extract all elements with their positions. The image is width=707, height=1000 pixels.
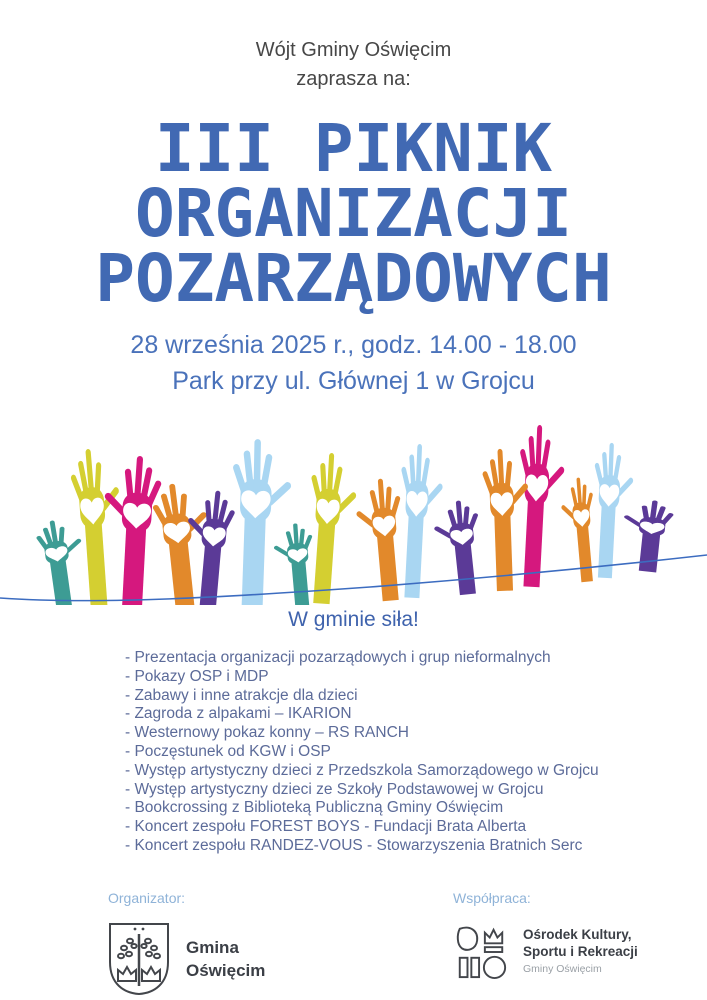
hands-illustration — [0, 415, 707, 605]
partner-name: Ośrodek Kultury, Sportu i Rekreacji Gminy Oświęcim — [523, 927, 638, 976]
raised-hand — [588, 442, 636, 579]
attraction-item: - Koncert zespołu FOREST BOYS - Fundacji Brata Alberta — [125, 818, 527, 836]
attractions-list — [0, 649, 707, 856]
raised-hand — [68, 447, 128, 605]
event-location: Park przy ul. Głównej 1 w Grojcu — [172, 367, 535, 395]
attraction-item: - Prezentacja organizacji pozarządowych i grup nieformalnych — [125, 649, 551, 666]
attraction-item: - Występ artystyczny dzieci ze Szkoły Podstawowej w Grojcu — [125, 780, 544, 798]
raised-hand — [34, 517, 92, 605]
attraction-item: - Koncert zespołu RANDEZ-VOUS - Stowarzyszenia Bratnich Serc — [125, 836, 583, 854]
gmina-oswiecim-crest-icon — [108, 922, 170, 996]
attraction-item: - Pokazy OSP i MDP — [125, 667, 269, 685]
attraction-item: - Zagroda z alpakami – IKARION — [125, 705, 352, 723]
organizer-label: Organizator: — [108, 889, 186, 906]
organizer-section — [108, 890, 378, 996]
oksir-logo-icon — [453, 922, 509, 982]
poster-title — [0, 110, 707, 317]
invitation-line1: Wójt Gminy Oświęcim — [255, 39, 452, 61]
attraction-item: - Poczęstunek od KGW i OSP — [125, 742, 331, 760]
attraction-item: - Westernowy pokaz konny – RS RANCH — [125, 724, 409, 742]
raised-hand — [98, 454, 164, 605]
invitation-line2: zaprasza na: — [296, 68, 411, 90]
footer — [0, 890, 707, 996]
event-datetime: 28 września 2025 r., godz. 14.00 - 18.00 — [130, 331, 577, 359]
partner-label: Współpraca: — [453, 889, 531, 906]
raised-hand — [512, 424, 567, 588]
title-line2: ORGANIZACJI — [134, 175, 573, 252]
attraction-item: - Występ artystyczny dzieci z Przedszkola Samorządowego w Grojcu — [125, 761, 599, 779]
attraction-item: - Bookcrossing z Biblioteką Publiczną Gminy Oświęcim — [125, 799, 504, 817]
attraction-item: - Zabawy i inne atrakcje dla dzieci — [125, 686, 358, 704]
raised-hand — [394, 443, 446, 599]
partner-section — [453, 890, 638, 996]
organizer-name: Gmina Oświęcim — [186, 937, 266, 980]
title-line1: III PIKNIK — [154, 110, 553, 187]
title-line3: POZARZĄDOWYCH — [95, 240, 612, 317]
event-details — [0, 327, 707, 399]
raised-hand — [431, 499, 487, 598]
raised-hand — [227, 438, 294, 605]
raised-hand — [302, 452, 360, 605]
header-invitation — [0, 0, 707, 94]
slogan: W gminie siła! — [288, 608, 419, 631]
